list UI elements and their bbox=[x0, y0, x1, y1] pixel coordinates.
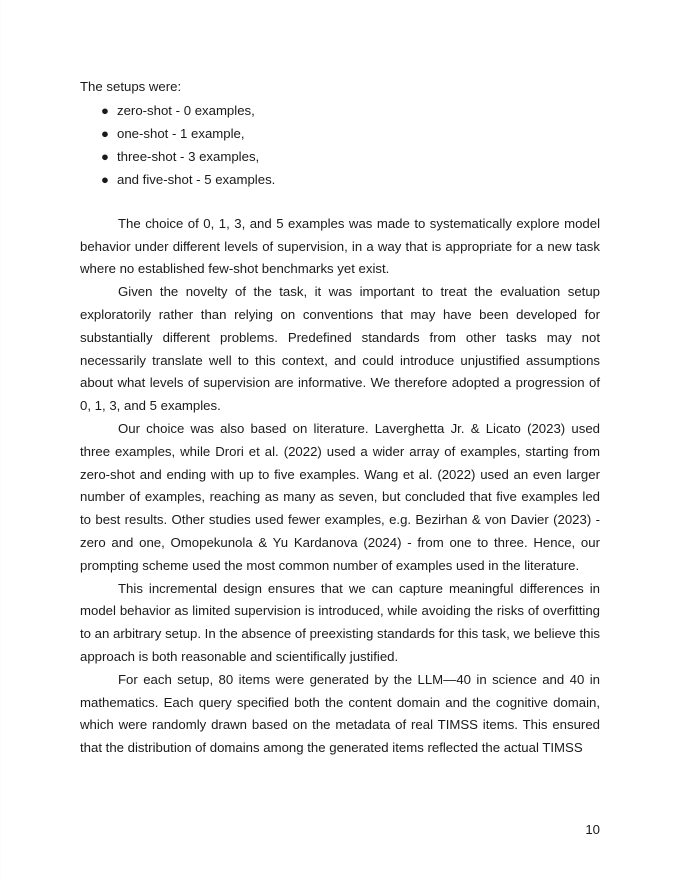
bullet-icon: ● bbox=[101, 102, 109, 118]
list-item bbox=[80, 122, 600, 145]
paragraph-spacer bbox=[80, 191, 600, 213]
body-paragraph: Given the novelty of the task, it was important to treat the evaluation setup exploratorily rather than relying on conventions that may have been developed for substantially different problems. Predefined standards from other tasks may not necessarily translate well to this context, and could introduce unjustified assumptions about what levels of supervision are informative. We therefore adopted a progression of 0, 1, 3, and 5 examples. bbox=[80, 284, 600, 414]
list-item-label: three-shot - 3 examples, bbox=[117, 148, 260, 164]
list-item-label: one-shot - 1 example, bbox=[117, 125, 245, 141]
list-item bbox=[80, 145, 600, 168]
bullet-icon: ● bbox=[101, 148, 109, 164]
body-paragraph: For each setup, 80 items were generated by the LLM—40 in science and 40 in mathematics. Each query specified both the content domain and the cognitive domain, which were randomly drawn based on the metadata of real TIMSS items. This ensured that the distribution of domains among the generated items reflected the actual TIMSS bbox=[80, 671, 600, 756]
bullet-icon: ● bbox=[101, 125, 109, 141]
list-item-label: zero-shot - 0 examples, bbox=[117, 102, 255, 118]
body-paragraph: This incremental design ensures that we can capture meaningful differences in model behavior as limited supervision is introduced, while avoiding the risks of overfitting to an arbitrary setup. In the absence of preexisting standards for this task, we believe this approach is both reasonable and scientifically justified. bbox=[80, 580, 600, 664]
bullet-icon: ● bbox=[101, 171, 109, 187]
body-paragraph: The choice of 0, 1, 3, and 5 examples was made to systematically explore model behavior under different levels of supervision, in a way that is appropriate for a new task where no established few-shot benchmarks yet exist. bbox=[80, 215, 600, 277]
page-content bbox=[80, 76, 600, 760]
page-left-edge bbox=[0, 0, 1, 880]
list-item-label: and five-shot - 5 examples. bbox=[117, 171, 276, 187]
setup-list bbox=[80, 99, 600, 191]
lead-line: The setups were: bbox=[80, 79, 182, 94]
list-item bbox=[80, 99, 600, 122]
page-number: 10 bbox=[585, 822, 600, 837]
body-paragraph: Our choice was also based on literature. Laverghetta Jr. & Licato (2023) used three examples, while Drori et al. (2022) used a wider array of examples, starting from zero-shot and ending with up to five examples. Wang et al. (2022) used an even larger number of examples, reaching as many as seven, but concluded that five examples led to best results. Other studies used fewer examples, e.g. Bezirhan & von Davier (2023) - zero and one, Omopekunola & Yu Kardanova (2024) - from one to three. Hence, our prompting scheme used the most common number of examples used in the literature. bbox=[80, 420, 600, 573]
list-item bbox=[80, 168, 600, 191]
